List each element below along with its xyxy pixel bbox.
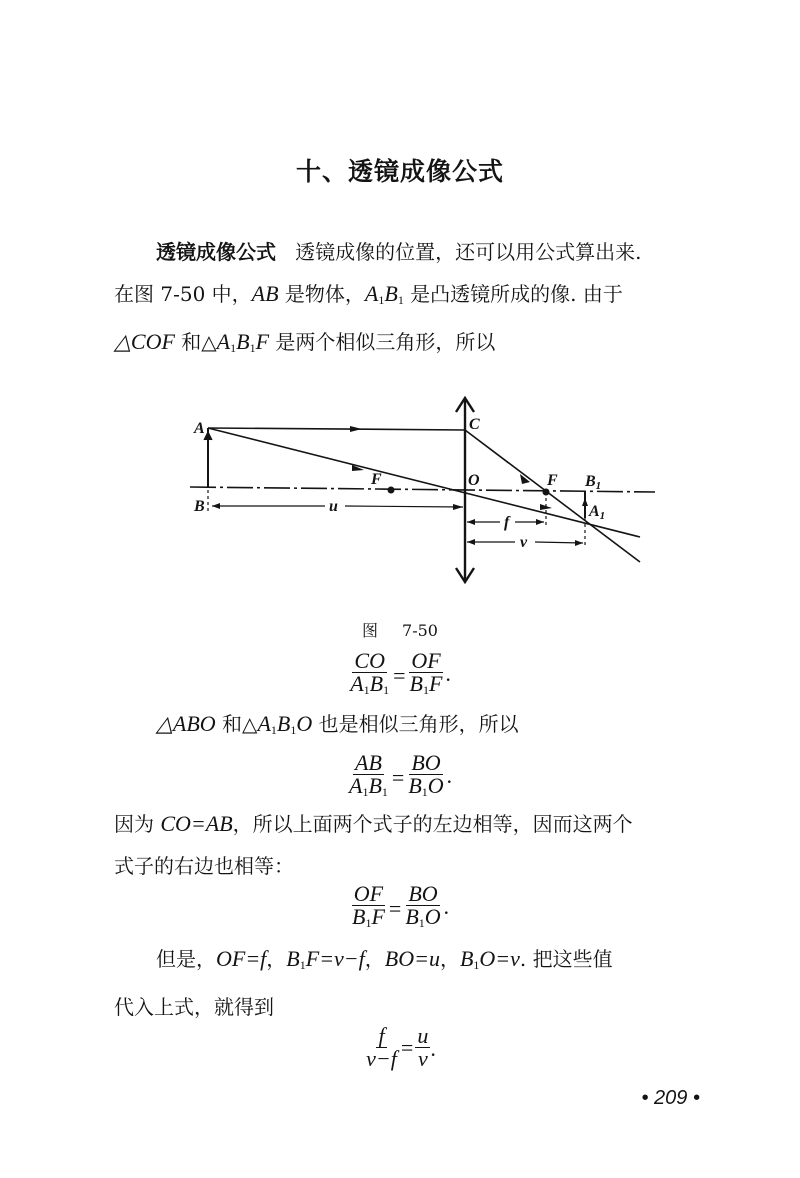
figure-caption: 图 7-50 — [362, 621, 438, 640]
focal-point-left — [388, 487, 395, 494]
label-F-right: F — [547, 472, 558, 489]
paragraph-line: 透镜成像公式 透镜成像的位置，还可以用公式算出来. — [156, 240, 642, 264]
label-F-left: F — [371, 471, 382, 488]
page-number: • 209 • — [641, 1087, 700, 1109]
equation-lens-formula: $\frac{f}{v-f}$ = $\frac{u}{v}$ . — [366, 1023, 436, 1071]
paragraph-left-sides-equal: 因为 CO=AB，所以上面两个式子的左边相等，因而这两个 式子的右边也相等： — [114, 811, 633, 878]
ray-through-center — [208, 428, 640, 537]
label-A: A — [194, 420, 205, 437]
equation-OF-B1F: $\frac{OF}{B_1F}$ = $\frac{BO}{B_1O}$ · — [352, 881, 450, 930]
paragraph-substitution: 但是，OF=f，$B_1F=v-f$，BO=u，$B_1O=v$. 把这些值 代入上式，就得到 — [114, 946, 613, 1019]
section-title: 十、透镜成像公式 — [295, 157, 504, 186]
paragraph-line: △COF 和$\triangle A_1B_1F$ 是两个相似三角形，所以 — [114, 329, 496, 355]
label-C: C — [469, 416, 480, 433]
paragraph-line: 在图 7-50 中，AB 是物体，$A_1B_1$ 是凸透镜所成的像. 由于 — [114, 281, 623, 307]
term-lens-formula: 透镜成像公式 — [156, 240, 276, 264]
label-B1: B1 — [585, 473, 602, 492]
label-u: u — [329, 498, 338, 515]
label-A1: A1 — [589, 503, 606, 522]
equation-CO-A1B1: $\frac{CO}{A_1B_1}$ = $\frac{OF}{B_1F}$ · — [350, 648, 452, 697]
label-O: O — [468, 472, 480, 489]
equation-AB-A1B1: $\frac{AB}{A_1B_1}$ = $\frac{BO}{B_1O}$ · — [349, 750, 453, 799]
paragraph-similar-triangles: △ABO 和$\triangle A_1B_1O$ 也是相似三角形，所以 — [156, 711, 519, 737]
ray-parallel — [208, 428, 465, 430]
focal-point-right — [543, 489, 550, 496]
label-f: f — [504, 514, 510, 531]
label-v: v — [520, 534, 528, 551]
label-B: B — [194, 498, 205, 515]
